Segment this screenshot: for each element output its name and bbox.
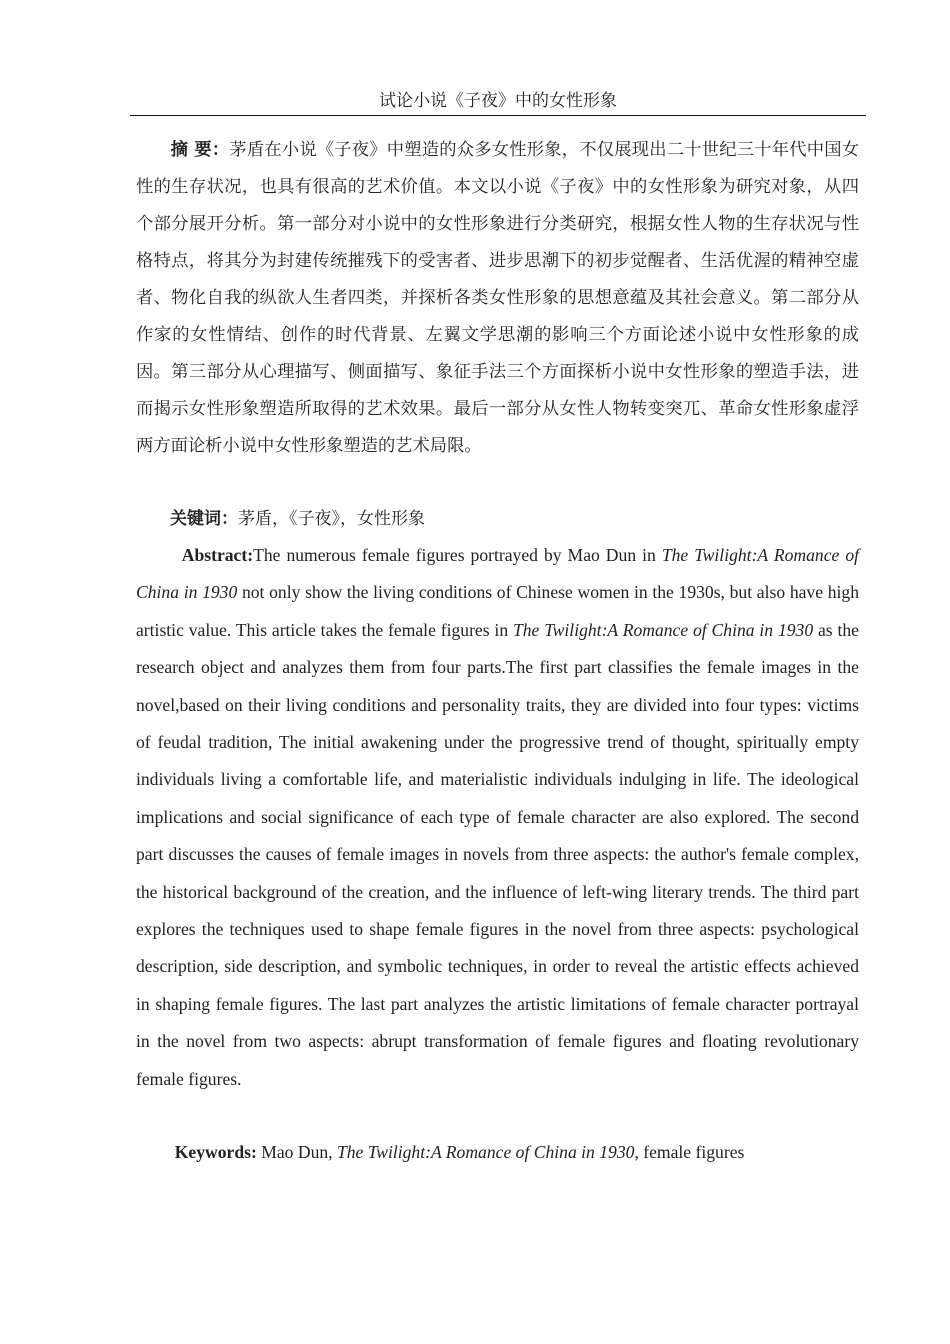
chinese-keywords [136, 501, 859, 538]
english-keywords-kw2: The Twilight:A Romance of China in 1930 [336, 1142, 635, 1162]
english-abstract-seg2: not only show the living conditions of Chinese women in the 1930s, but also have high artistic value. This article takes the female figures in [136, 582, 859, 640]
english-keywords-kw3: , female figures [634, 1142, 745, 1162]
english-abstract-title2: The Twilight:A Romance of China in 1930 [512, 619, 814, 640]
chinese-abstract-label: 摘 要： [170, 140, 230, 160]
english-abstract [136, 537, 859, 1098]
english-keywords-kw1: Mao Dun, [256, 1142, 337, 1162]
chinese-abstract-text: 茅盾在小说《子夜》中塑造的众多女性形象，不仅展现出二十世纪三十年代中国女性的生存状况，也具有很高的艺术价值。本文以小说《子夜》中的女性形象为研究对象，从四个部分展开分析。第一部分对小说中的女性形象进行分类研究，根据女性人物的生存状况与性格特点，将其分为封建传统摧残下的受害者、进步思潮下的初步觉醒者、生活优渥的精神空虚者、物化自我的纵欲人生者四类，并探析各类女性形象的思想意蕴及其社会意义。第二部分从作家的女性情结、创作的时代背景、左翼文学思潮的影响三个方面论述小说中女性形象的成因。第三部分从心理描写、侧面描写、象征手法三个方面探析小说中女性形象的塑造手法，进而揭示女性形象塑造所取得的艺术效果。最后一部分从女性人物转变突兀、革命女性形象虚浮两方面论析小说中女性形象塑造的艺术局限。 [136, 140, 859, 456]
chinese-abstract [136, 132, 859, 465]
english-abstract-seg1: The numerous female figures portrayed by Mao Dun in [253, 545, 662, 565]
page-header-title: 试论小说《子夜》中的女性形象 [379, 91, 617, 111]
chinese-keywords-label: 关键词： [170, 509, 238, 529]
english-keywords-label: Keywords: [174, 1142, 257, 1162]
chinese-keywords-text: 茅盾，《子夜》，女性形象 [238, 509, 425, 529]
english-abstract-title1: The Twilight:A Romance of China in 1930 [136, 545, 860, 603]
english-abstract-label: Abstract: [181, 545, 254, 565]
english-abstract-seg3: as the research object and analyzes them from four parts.The first part classifies the female images in the novel,based on their living conditions and personality traits, they are divided into four types: victims of feudal tradition, The initial awakening under the progressive trend of thought, spiritually empty individuals living a comfortable life, and materialistic individuals indulging in life. The ideological implications and social significance of each type of female character are also explored. The second part discusses the causes of female images in novels from three aspects: the author's female complex, the historical background of the creation, and the influence of left-wing literary trends. The third part explores the techniques used to shape female figures in the novel from three aspects: psychological description, side description, and symbolic techniques, in order to reveal the artistic effects achieved in shaping female figures. The last part analyzes the artistic limitations of female character portrayal in the novel from two aspects: abrupt transformation of female figures and floating revolutionary female figures. [136, 619, 859, 1089]
english-keywords [136, 1134, 859, 1171]
header-divider [130, 115, 866, 116]
